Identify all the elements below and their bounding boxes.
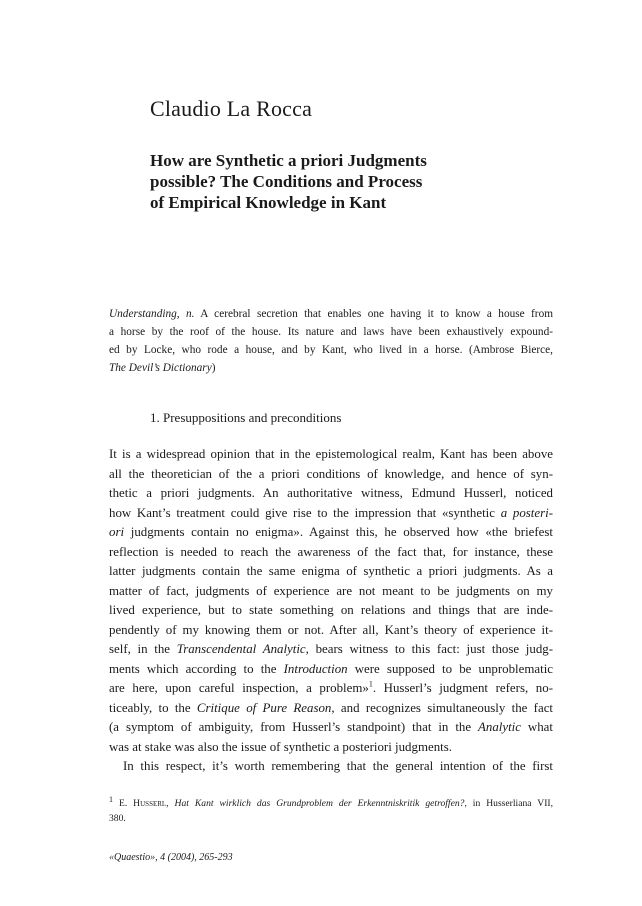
body-text-run: are here, upon careful inspection, a problem» (109, 681, 369, 695)
body-text-run: , and recognizes simultaneously the fact (331, 700, 553, 715)
epigraph-text: A cerebral secretion that enables one having it to know a house from (194, 308, 554, 320)
footnote (109, 796, 553, 826)
body-text-run: what (520, 720, 553, 734)
body-text-run: In this respect, it’s worth remembering that the general intention of the first (123, 759, 553, 773)
epigraph-line (109, 305, 553, 323)
epigraph-source: The Devil’s Dictionary (109, 362, 212, 374)
footnote-ref[interactable]: 1 (368, 679, 373, 689)
footnote-title: Hat Kant wirklich das Grundproblem der Erkenntniskritik getroffen? (174, 798, 465, 809)
body-line (109, 504, 553, 524)
body-line (109, 699, 553, 719)
body-text-run: ticeably, to the (109, 700, 197, 715)
article-title (150, 150, 530, 213)
epigraph (109, 305, 553, 377)
title-line: possible? The Conditions and Process (150, 172, 423, 191)
body-line: lived experience, but to state something on relations and things that are inde- (109, 603, 553, 617)
body-italic: Critique of Pure Reason (196, 700, 332, 715)
body-italic: Introduction (283, 661, 348, 676)
body-line: was at stake was also the issue of synthetic a posteriori judgments. (109, 739, 452, 754)
body-line: pendently of my knowing them or not. After all, Kant’s theory of experience it- (109, 622, 553, 637)
body-line (109, 660, 553, 680)
epigraph-close: ) (211, 362, 216, 374)
body-line: latter judgments contain the same enigma of synthetic a priori judgments. As a (109, 564, 553, 578)
body-italic: Transcendental Analytic (176, 642, 306, 656)
section-heading: 1. Presuppositions and preconditions (150, 410, 342, 425)
epigraph-line (109, 359, 553, 377)
footnote-line: 380. (109, 813, 126, 824)
body-text-run: how Kant’s treatment could give rise to the impression that «synthetic (109, 505, 501, 520)
body-line (109, 640, 553, 660)
title-line: How are Synthetic a priori Judgments (150, 151, 427, 170)
epigraph-term: Understanding, n. (109, 308, 195, 320)
author-name: Claudio La Rocca (150, 96, 313, 121)
body-line: matter of fact, judgments of experience are not meant to be judgments on my (109, 583, 553, 598)
body-text-run: (a symptom of ambiguity, from Husserl’s standpoint) that in the (109, 720, 479, 734)
body-text-run: , bears witness to this fact: just those judg- (305, 642, 553, 656)
body-line: thetic a priori judgments. An authoritative witness, Edmund Husserl, noticed (109, 486, 553, 500)
body-text-run: judgments contain no enigma». Against this, he observed how «the briefest (124, 525, 553, 539)
body-line (109, 757, 553, 777)
body-text-run: . Husserl’s judgment refers, no- (372, 681, 553, 695)
body-text-run: ments which according to the (109, 661, 284, 676)
footnote-author: E. Husserl, (118, 798, 169, 809)
running-footer: «Quaestio», 4 (2004), 265-293 (109, 852, 233, 863)
body-line (109, 523, 553, 543)
body-text-run: were supposed to be unproblematic (347, 661, 553, 676)
body-text-run: self, in the (109, 642, 177, 656)
body-line: It is a widespread opinion that in the epistemological realm, Kant has been above (109, 447, 553, 461)
body-line: reflection is needed to reach the awareness of the fact that, for instance, these (109, 544, 553, 559)
body-line (109, 679, 553, 699)
title-line: of Empirical Knowledge in Kant (150, 193, 387, 212)
epigraph-line: a horse by the roof of the house. Its nature and laws have been exhaustively expound- (109, 326, 553, 338)
footnote-text: , in Husserliana VII, (464, 798, 554, 809)
body-italic: Analytic (478, 720, 521, 734)
body-italic: a posteri- (500, 505, 553, 520)
body-italic: ori (109, 525, 125, 539)
body-line: all the theoretician of the a priori conditions of knowledge, and hence of syn- (109, 466, 553, 481)
body-line (109, 718, 553, 738)
body-text (109, 445, 553, 777)
footnote-line (109, 796, 553, 811)
footnote-number: 1 (109, 794, 113, 804)
epigraph-line: ed by Locke, who rode a house, and by Kant, who lived in a horse. (Ambrose Bierce, (109, 344, 553, 356)
